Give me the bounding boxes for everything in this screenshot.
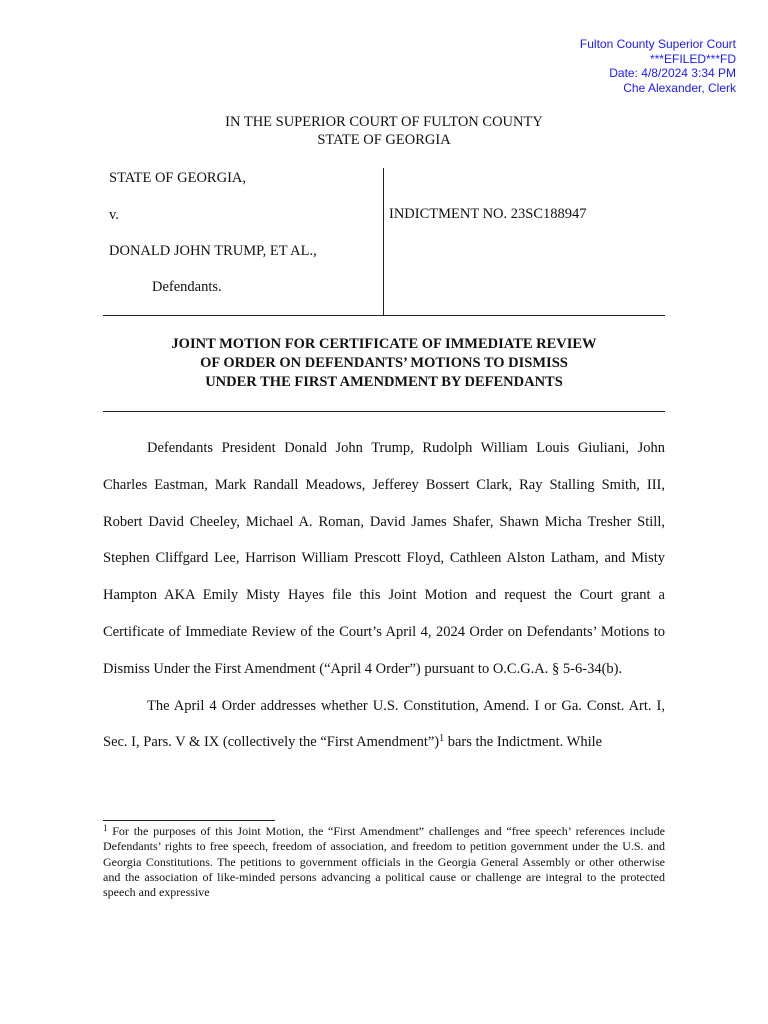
caption-plaintiff: STATE OF GEORGIA, (109, 170, 246, 186)
stamp-efiled: ***EFILED***FD (649, 51, 736, 66)
court-heading-line2: STATE OF GEORGIA (317, 132, 451, 148)
motion-title-line3: UNDER THE FIRST AMENDMENT BY DEFENDANTS (205, 374, 563, 390)
body-paragraph-2 (103, 688, 665, 762)
court-heading (0, 113, 768, 149)
footnote-1 (103, 824, 665, 900)
body-paragraph-1: Defendants President Donald John Trump, Rudolph William Louis Giuliani, John Charles Eastman, Mark Randall Meadows, Jefferey Bossert Clark, Ray Stalling Smith, III, Robert David Cheeley, Michael A. Roman, David James Shafer, Shawn Micha Tresher Still, Stephen Cliffgard Lee, Harrison William Prescott Floyd, Cathleen Alston Latham, and Misty Hampton AKA Emily Misty Hayes file this Joint Motion and request the Court grant a Certificate of Immediate Review of the Court’s April 4, 2024 Order on Defendants’ Motions to Dismiss Under the First Amendment (“April 4 Order”) pursuant to O.C.G.A. § 5-6-34(b). (103, 440, 665, 677)
efiling-stamp (580, 37, 736, 95)
case-caption (103, 168, 665, 316)
footnote-marker: 1 (103, 823, 108, 833)
motion-title-line2: OF ORDER ON DEFENDANTS’ MOTIONS TO DISMISS (200, 355, 568, 371)
stamp-court: Fulton County Superior Court (579, 37, 736, 51)
caption-defendant: DONALD JOHN TRUMP, ET AL., (109, 243, 317, 259)
motion-title-line1: JOINT MOTION FOR CERTIFICATE OF IMMEDIATE REVIEW (171, 336, 597, 352)
court-heading-line1: IN THE SUPERIOR COURT OF FULTON COUNTY (225, 114, 543, 130)
stamp-clerk: Che Alexander, Clerk (623, 80, 736, 95)
footnote-separator (103, 820, 275, 821)
footnote-reference: 1 (439, 733, 445, 745)
motion-title (0, 335, 768, 392)
title-divider (103, 411, 665, 412)
indictment-number: INDICTMENT NO. 23SC188947 (389, 206, 587, 222)
motion-body (103, 430, 665, 761)
caption-divider-vertical (383, 168, 384, 316)
paragraph-2-tail: bars the Indictment. While (444, 734, 603, 751)
stamp-date: Date: 4/8/2024 3:34 PM (609, 66, 736, 80)
footnote-text: For the purposes of this Joint Motion, the “First Amendment” challenges and “free speech’ references include Defendants’ rights to free speech, freedom of association, and freedom to petition government under the U.S. and Georgia Constitutions. The petitions to government officials in the Georgia General Assembly or other otherwise and the association of like-minded persons advancing a political cause or challenge are integral to the protected speech and expressive (103, 824, 665, 900)
caption-versus: v. (109, 207, 119, 223)
footnote (103, 824, 665, 900)
caption-defendants-label: Defendants. (152, 279, 222, 295)
paragraph-2-text: The April 4 Order addresses whether U.S. Constitution, Amend. I or Ga. Const. Art. I, Sec. I, Pars. V & IX (collectively the “First Amendment”) (103, 697, 665, 751)
caption-divider-horizontal (103, 315, 665, 316)
